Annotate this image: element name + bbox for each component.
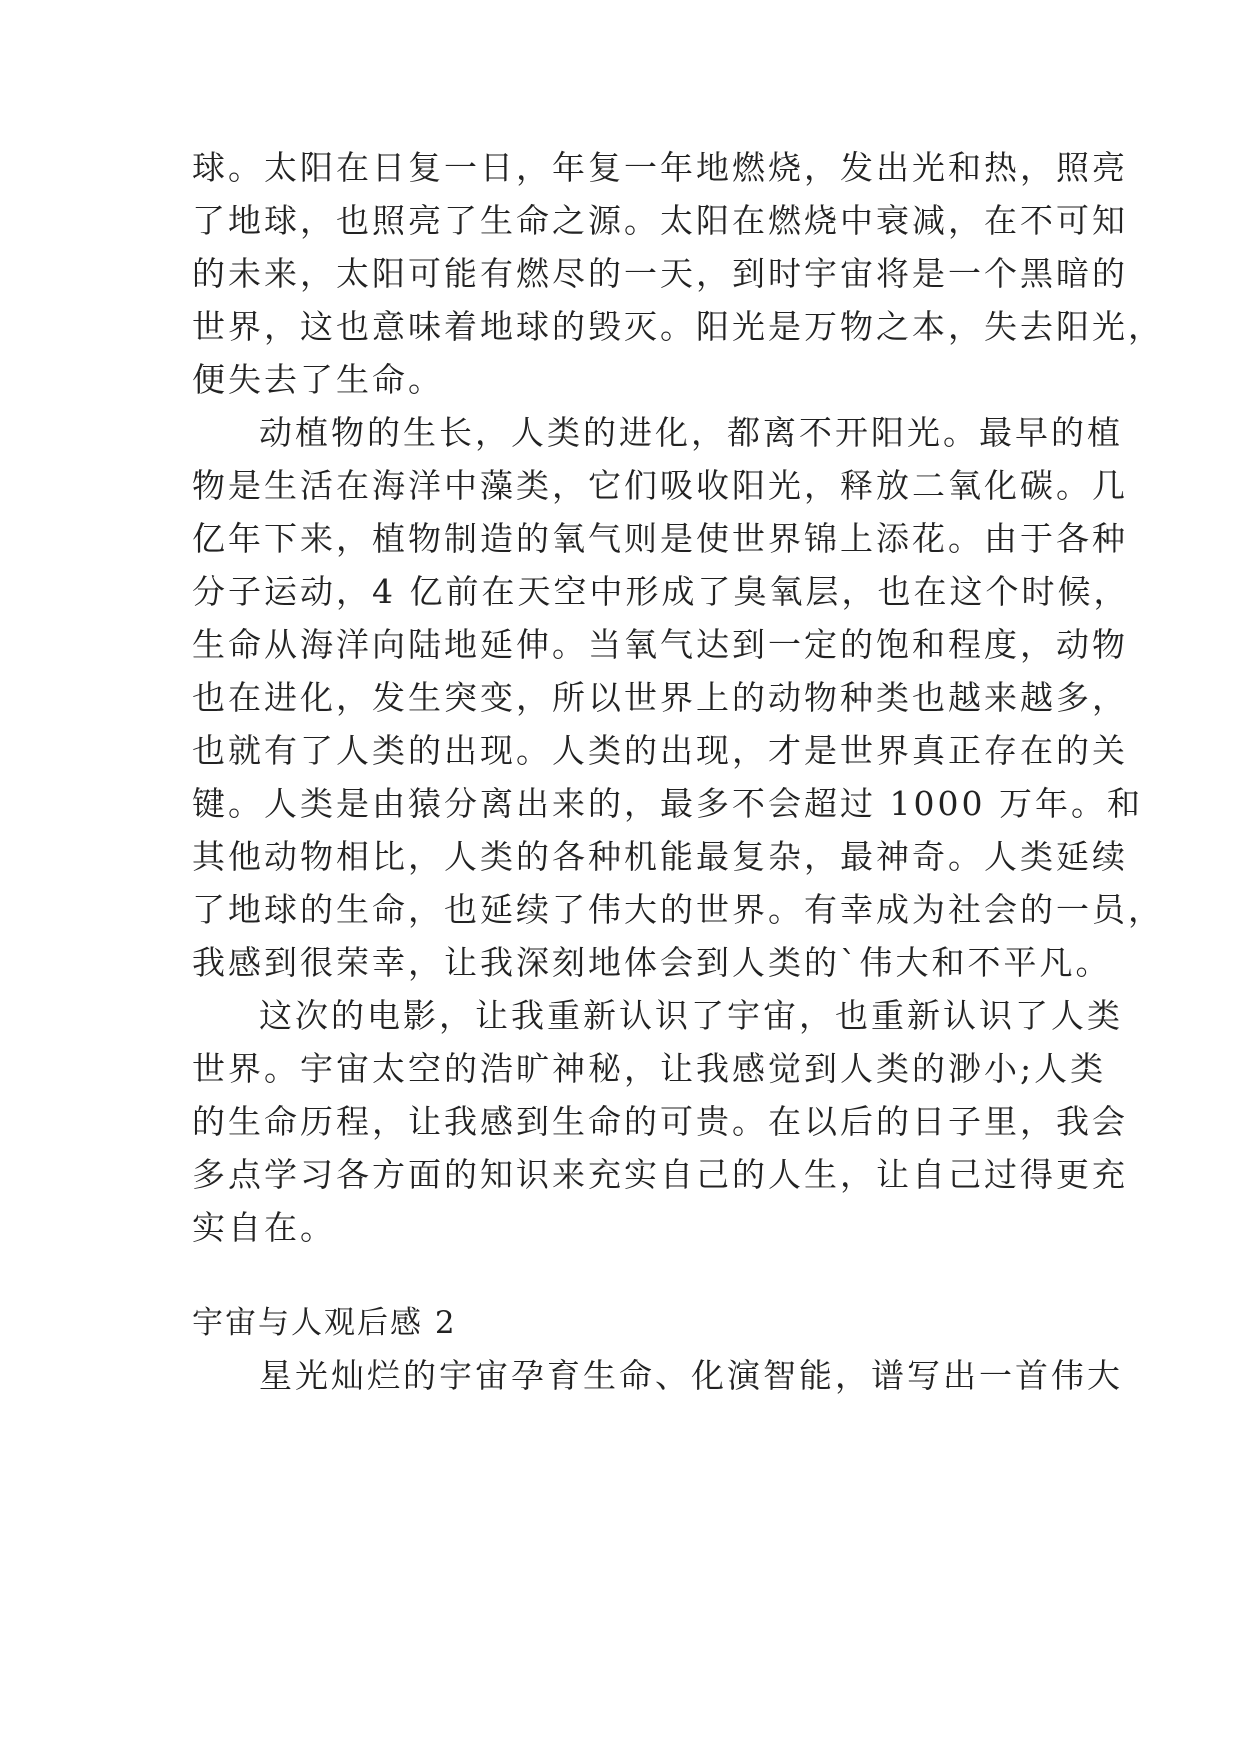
text-line: 分子运动，4 亿前在天空中形成了臭氧层，也在这个时候， bbox=[192, 572, 1130, 611]
text-line: 这次的电影，让我重新认识了宇宙，也重新认识了人类 bbox=[259, 996, 1123, 1035]
text-line: 多点学习各方面的知识来充实自己的人生，让自己过得更充 bbox=[192, 1155, 1128, 1194]
text-line: 世界，这也意味着地球的毁灭。阳光是万物之本，失去阳光， bbox=[192, 307, 1164, 346]
section-heading: 宇宙与人观后感 2 bbox=[192, 1305, 457, 1341]
text-line: 便失去了生命。 bbox=[192, 360, 444, 399]
text-line: 生命从海洋向陆地延伸。当氧气达到一定的饱和程度，动物 bbox=[192, 625, 1128, 664]
text-line: 实自在。 bbox=[192, 1208, 336, 1247]
text-line: 也在进化，发生突变，所以世界上的动物种类也越来越多， bbox=[192, 678, 1128, 717]
text-line: 了地球的生命，也延续了伟大的世界。有幸成为社会的一员， bbox=[192, 890, 1164, 929]
text-line: 亿年下来，植物制造的氧气则是使世界锦上添花。由于各种 bbox=[192, 519, 1128, 558]
text-line: 其他动物相比，人类的各种机能最复杂，最神奇。人类延续 bbox=[192, 837, 1128, 876]
text-line: 也就有了人类的出现。人类的出现，才是世界真正存在的关 bbox=[192, 731, 1128, 770]
text-line: 我感到很荣幸，让我深刻地体会到人类的`伟大和不平凡。 bbox=[192, 943, 1112, 982]
text-line: 了地球，也照亮了生命之源。太阳在燃烧中衰减，在不可知 bbox=[192, 201, 1128, 240]
text-line: 的未来，太阳可能有燃尽的一天，到时宇宙将是一个黑暗的 bbox=[192, 254, 1128, 293]
text-line: 键。人类是由猿分离出来的，最多不会超过 1000 万年。和 bbox=[192, 784, 1143, 823]
text-line: 世界。宇宙太空的浩旷神秘，让我感觉到人类的渺小;人类 bbox=[192, 1049, 1107, 1088]
text-line: 动植物的生长，人类的进化，都离不开阳光。最早的植 bbox=[259, 413, 1123, 452]
text-line: 星光灿烂的宇宙孕育生命、化演智能，谱写出一首伟大 bbox=[259, 1356, 1123, 1395]
text-line: 的生命历程，让我感到生命的可贵。在以后的日子里，我会 bbox=[192, 1102, 1128, 1141]
text-line: 球。太阳在日复一日，年复一年地燃烧，发出光和热，照亮 bbox=[192, 148, 1128, 187]
text-line: 物是生活在海洋中藻类，它们吸收阳光，释放二氧化碳。几 bbox=[192, 466, 1128, 505]
